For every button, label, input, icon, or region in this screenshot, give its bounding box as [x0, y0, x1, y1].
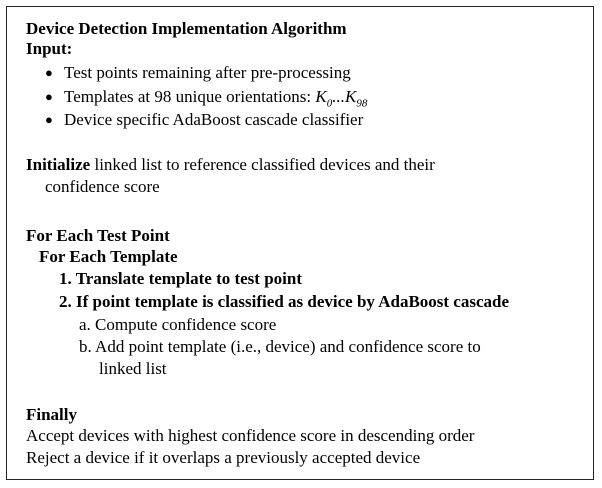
templates-range: $K_0...K_{98}$	[315, 87, 368, 110]
initialize-text: linked list to reference classified devices and their	[90, 155, 435, 174]
step-2: 2. If point template is classified as device by AdaBoost cascade	[59, 292, 510, 311]
substep-a: a. Compute confidence score	[79, 315, 277, 334]
algorithm-box	[6, 6, 594, 480]
initialize-line-1	[26, 155, 435, 175]
loop-outer-heading: For Each Test Point	[26, 226, 170, 245]
finally-line-2: Reject a device if it overlaps a previously accepted device	[26, 448, 421, 467]
bullet-icon: ●	[45, 112, 53, 127]
finally-heading: Finally	[26, 405, 78, 424]
substep-b-line-2: linked list	[99, 359, 167, 378]
finally-line-1: Accept devices with highest confidence score in descending order	[26, 426, 475, 445]
templates-label: Templates at 98 unique orientations:	[64, 87, 316, 106]
step-1: 1. Translate template to test point	[59, 269, 303, 288]
input-item-test-points: Test points remaining after pre-processing	[64, 63, 351, 82]
loop-inner-heading: For Each Template	[39, 247, 178, 266]
bullet-icon: ●	[45, 65, 53, 80]
substep-b-line-1: b. Add point template (i.e., device) and confidence score to	[79, 337, 481, 356]
initialize-line-2: confidence score	[45, 177, 160, 196]
input-item-classifier: Device specific AdaBoost cascade classifier	[64, 110, 364, 129]
bullet-icon: ●	[45, 89, 53, 104]
algorithm-title: Device Detection Implementation Algorithm	[26, 19, 347, 38]
initialize-keyword: Initialize	[26, 155, 91, 174]
input-heading: Input:	[26, 39, 73, 58]
